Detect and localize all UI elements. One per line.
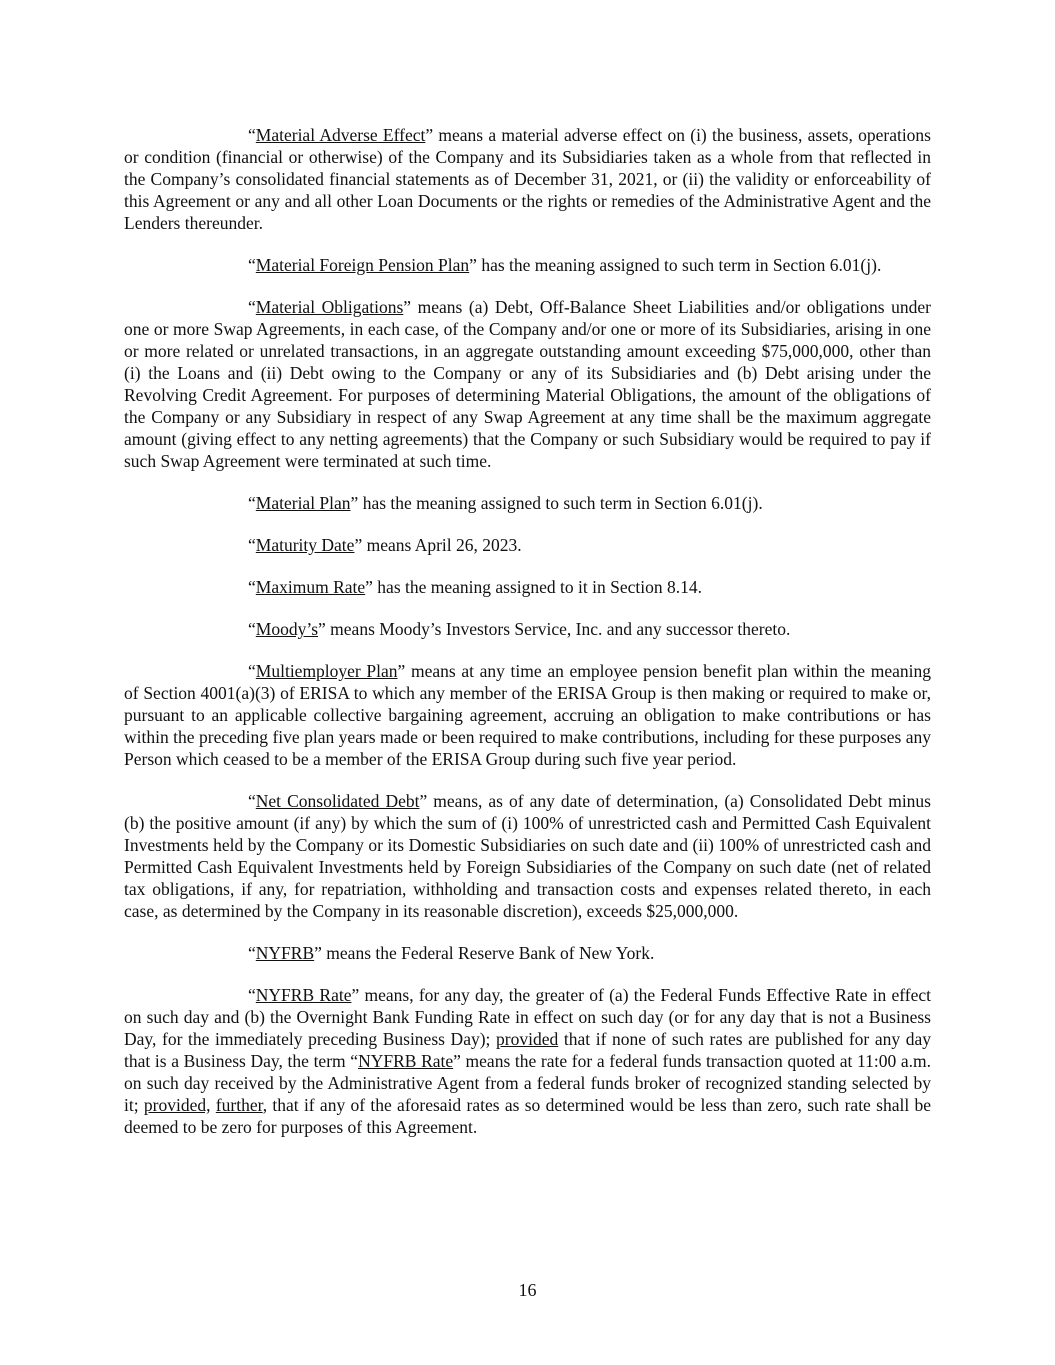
definition-material-adverse-effect: “Material Adverse Effect” means a material adverse effect on (i) the business, assets, operations or condition (financial or otherwise) of the Company and its Subsidiaries taken as a whole from that reflected in the Company’s consolidated financial statements as of December 31, 2021, or (ii) the validity or enforceability of this Agreement or any and all other Loan Documents or the rights or remedies of the Administrative Agent and the Lenders thereunder. bbox=[124, 125, 931, 233]
defined-term: Material Obligations bbox=[255, 297, 404, 317]
defined-term: Material Plan bbox=[255, 493, 351, 513]
provided-term: provided, bbox=[143, 1095, 211, 1115]
defined-term: Maximum Rate bbox=[255, 577, 366, 597]
definition-material-foreign-pension-plan: “Material Foreign Pension Plan” has the meaning assigned to such term in Section 6.01(j). bbox=[248, 255, 882, 275]
definition-text: ” means the rate for a federal funds transaction quoted at 11:00 a.m. on such day received by the Administrative Agent from a federal funds broker of recognized standing selected by it; bbox=[124, 1051, 931, 1115]
definition-maturity-date: “Maturity Date” means April 26, 2023. bbox=[248, 535, 522, 555]
defined-term: NYFRB bbox=[255, 943, 315, 963]
definition-nyfrb-rate: “NYFRB Rate” means, for any day, the greater of (a) the Federal Funds Effective Rate in effect on such day and (b) the Overnight Bank Funding Rate in effect on such day (or for any day that is not a Business Day, for the immediately preceding Business Day); provided that if none of such rates are published for any day that is a Business Day, the term “NYFRB Rate” means the rate for a federal funds transaction quoted at 11:00 a.m. on such day received by the Administrative Agent from a federal funds broker of recognized standing selected by it; provided, further, that if any of the aforesaid rates as so determined would be less than zero, such rate shall be deemed to be zero for purposes of this Agreement. bbox=[124, 985, 931, 1137]
definition-text: means a material adverse effect on (i) the business, assets, operations or condition (financial or otherwise) of the Company and its Subsidiaries taken as a whole from that reflected in the Company’s consolidated financial statements as of December 31, 2021, or (ii) the validity or enforceability of this Agreement or any and all other Loan Documents or the rights or remedies of the Administrative Agent and the Lenders thereunder. bbox=[124, 125, 931, 233]
defined-term: NYFRB Rate bbox=[358, 1051, 454, 1071]
definition-nyfrb: “NYFRB” means the Federal Reserve Bank of New York. bbox=[248, 943, 655, 963]
definition-text: means Moody’s Investors Service, Inc. and any successor thereto. bbox=[325, 619, 791, 639]
definition-text: has the meaning assigned to such term in Section 6.01(j). bbox=[476, 255, 882, 275]
defined-term: Multiemployer Plan bbox=[255, 661, 398, 681]
definition-text: that if none of such rates are published for any day that is a Business Day, the term “ bbox=[124, 1029, 931, 1071]
page-number: 16 bbox=[518, 1280, 537, 1300]
definition-moodys: “Moody’s” means Moody’s Investors Service, Inc. and any successor thereto. bbox=[248, 619, 791, 639]
definition-multiemployer-plan: “Multiemployer Plan” means at any time an employee pension benefit plan within the meaning of Section 4001(a)(3) of ERISA to which any member of the ERISA Group is then making or required to make or, pursuant to an applicable collective bargaining agreement, accruing an obligation to make contributions or has within the preceding five plan years made or been required to make contributions, including for these purposes any Person which ceased to be a member of the ERISA Group during such five year period. bbox=[124, 661, 931, 769]
defined-term: NYFRB Rate bbox=[255, 985, 352, 1005]
definition-maximum-rate: “Maximum Rate” has the meaning assigned to it in Section 8.14. bbox=[248, 577, 702, 597]
defined-term: Material Adverse Effect bbox=[255, 125, 426, 145]
document-page bbox=[124, 124, 931, 1158]
definition-material-obligations: “Material Obligations” means (a) Debt, Off-Balance Sheet Liabilities and/or obligations under one or more Swap Agreements, in each case, of the Company and/or one or more of its Subsidiaries, arising in one or more related or unrelated transactions, in an aggregate outstanding amount exceeding $75,000,000, other than (i) the Loans and (ii) Debt owing to the Company or any of its Subsidiaries and (b) Debt arising under the Revolving Credit Agreement. For purposes of determining Material Obligations, the amount of the obligations of the Company or any Subsidiary in respect of any Swap Agreement at any time shall be the maximum aggregate amount (giving effect to any netting agreements) that the Company or such Subsidiary would be required to pay if such Swap Agreement were terminated at such time. bbox=[124, 297, 931, 471]
definition-material-plan: “Material Plan” has the meaning assigned to such term in Section 6.01(j). bbox=[248, 493, 763, 513]
definition-text: means (a) Debt, Off-Balance Sheet Liabilities and/or obligations under one or more Swap Agreements, in each case, of the Company and/or one or more of its Subsidiaries, arising in one or more related or unrelated transactions, in an aggregate outstanding amount exceeding $75,000,000, other than (i) the Loans and (ii) Debt owing to the Company or any of its Subsidiaries and (b) Debt arising under the Revolving Credit Agreement. For purposes of determining Material Obligations, the amount of the obligations of the Company or any Subsidiary in respect of any Swap Agreement at any time shall be the maximum aggregate amount (giving effect to any netting agreements) that the Company or such Subsidiary would be required to pay if such Swap Agreement were terminated at such time. bbox=[124, 297, 931, 471]
definition-text: means at any time an employee pension benefit plan within the meaning of Section 4001(a)(3) of ERISA to which any member of the ERISA Group is then making or required to make or, pursuant to an applicable collective bargaining agreement, accruing an obligation to make contributions or has within the preceding five plan years made or been required to make contributions, including for these purposes any Person which ceased to be a member of the ERISA Group during such five year period. bbox=[124, 661, 931, 769]
defined-term: Maturity Date bbox=[255, 535, 355, 555]
defined-term: Material Foreign Pension Plan bbox=[255, 255, 470, 275]
definition-text: has the meaning assigned to it in Section 8.14. bbox=[372, 577, 702, 597]
definition-text: means, for any day, the greater of (a) the Federal Funds Effective Rate in effect on such day and (b) the Overnight Bank Funding Rate in effect on such day (or for any day that is not a Business Day, for the immediately preceding Business Day); bbox=[124, 985, 931, 1049]
defined-term: Net Consolidated Debt bbox=[255, 791, 420, 811]
defined-term: Moody’s bbox=[255, 619, 319, 639]
definition-text: means, as of any date of determination, (a) Consolidated Debt minus (b) the positive amount (if any) by which the sum of (i) 100% of unrestricted cash and Permitted Cash Equivalent Investments held by the Company or its Domestic Subsidiaries on such date and (ii) 100% of unrestricted cash and Permitted Cash Equivalent Investments held by Foreign Subsidiaries of the Company on such date (net of related tax obligations, if any, for repatriation, withholding and transaction costs and expenses related thereto, in each case, as determined by the Company in its reasonable discretion), exceeds $25,000,000. bbox=[124, 791, 931, 921]
definition-text: , that if any of the aforesaid rates as so determined would be less than zero, such rate shall be deemed to be zero for purposes of this Agreement. bbox=[124, 1095, 931, 1137]
definition-text: has the meaning assigned to such term in Section 6.01(j). bbox=[358, 493, 763, 513]
definition-text: means the Federal Reserve Bank of New York. bbox=[321, 943, 655, 963]
definition-net-consolidated-debt: “Net Consolidated Debt” means, as of any date of determination, (a) Consolidated Debt minus (b) the positive amount (if any) by which the sum of (i) 100% of unrestricted cash and Permitted Cash Equivalent Investments held by the Company or its Domestic Subsidiaries on such date and (ii) 100% of unrestricted cash and Permitted Cash Equivalent Investments held by Foreign Subsidiaries of the Company on such date (net of related tax obligations, if any, for repatriation, withholding and transaction costs and expenses related thereto, in each case, as determined by the Company in its reasonable discretion), exceeds $25,000,000. bbox=[124, 791, 931, 921]
provided-term: provided bbox=[496, 1029, 559, 1049]
further-term: further bbox=[215, 1095, 263, 1115]
definition-text: means April 26, 2023. bbox=[362, 535, 522, 555]
